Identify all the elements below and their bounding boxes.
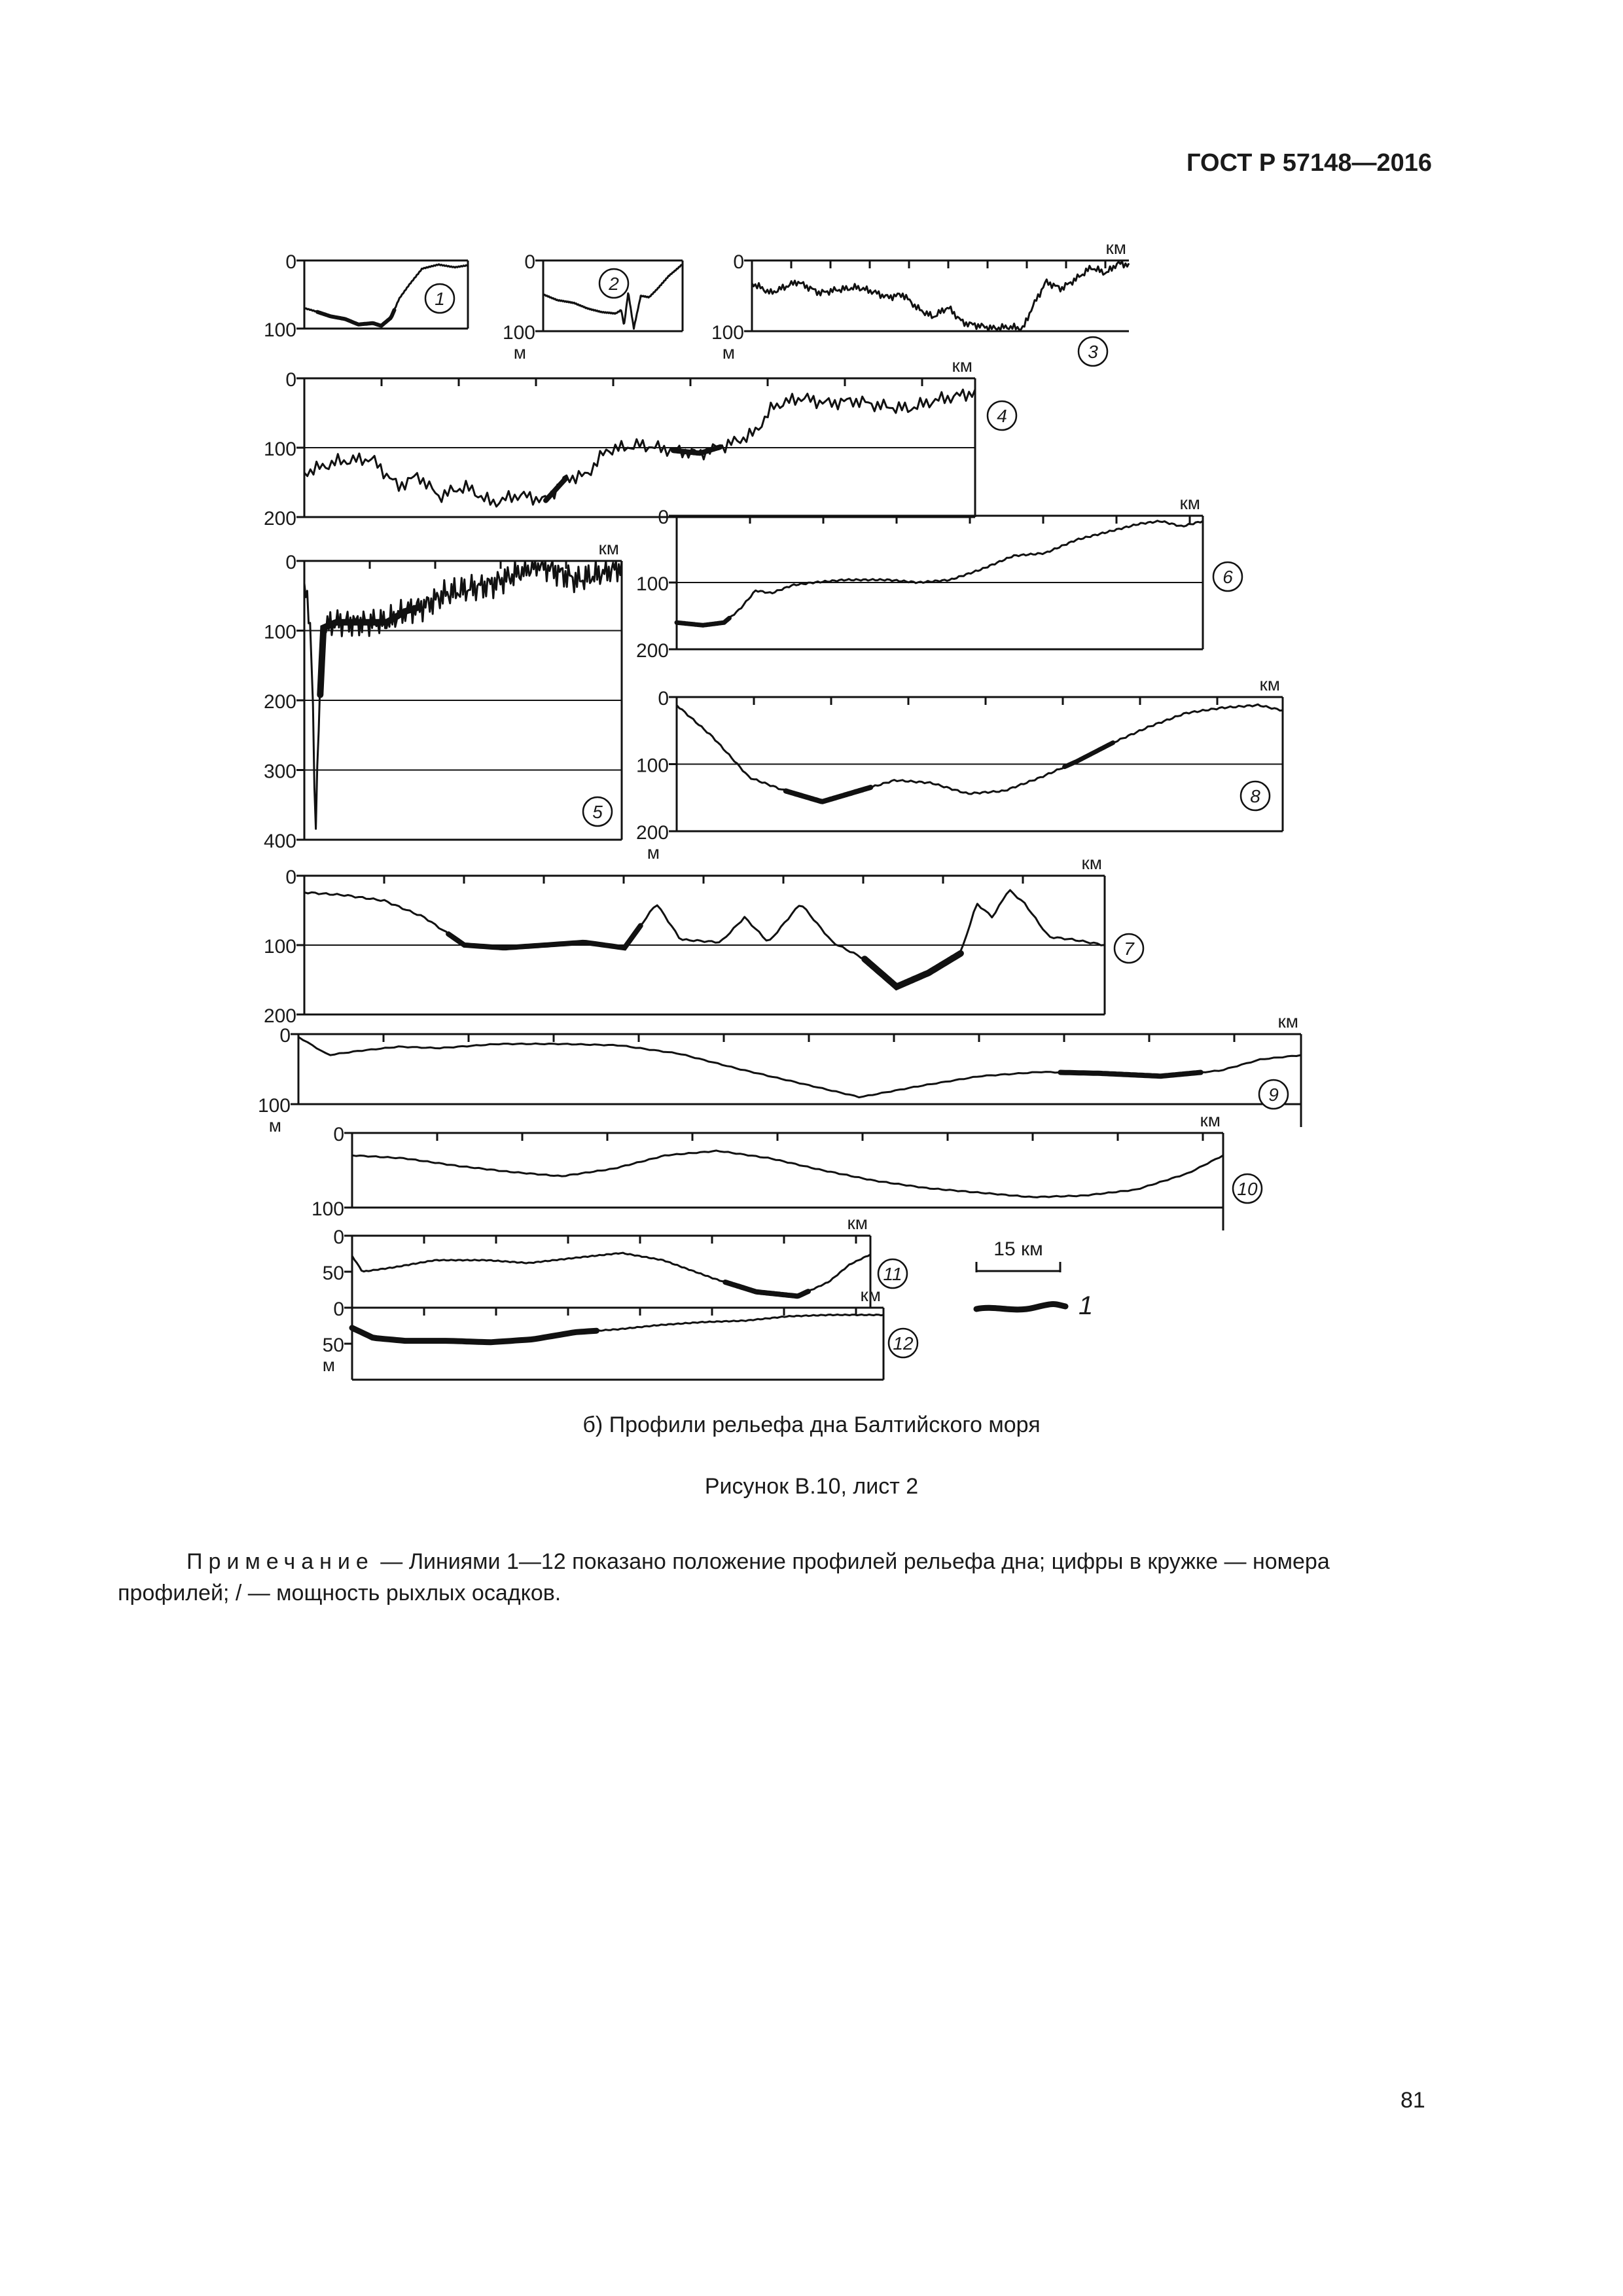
depth-label: 100 <box>257 1095 291 1117</box>
profile-number: 5 <box>592 802 603 822</box>
seabed-profile-line <box>677 521 1203 626</box>
depth-unit-label: м <box>647 842 660 863</box>
profile-panel-5 <box>264 538 622 852</box>
sediment-thickness-band <box>725 1282 808 1296</box>
seabed-profile-line <box>352 1253 870 1297</box>
distance-unit-label: км <box>1259 674 1280 694</box>
depth-label: 0 <box>285 867 296 888</box>
profile-panel-2 <box>503 251 683 363</box>
profile-number: 8 <box>1250 786 1260 806</box>
depth-label: 0 <box>285 369 296 391</box>
distance-unit-label: км <box>952 355 972 376</box>
profile-number: 12 <box>893 1333 914 1354</box>
profile-panel-6 <box>636 493 1242 662</box>
seabed-profile-line <box>304 890 1105 987</box>
scale-bar <box>976 1238 1060 1272</box>
sediment-thickness-band <box>448 925 641 948</box>
profile-number: 1 <box>435 289 445 309</box>
profile-number: 6 <box>1222 567 1233 587</box>
depth-label: 100 <box>263 936 296 958</box>
depth-label: 100 <box>263 439 296 460</box>
note-label: Примечание <box>187 1549 374 1574</box>
figure-note <box>118 1546 1443 1609</box>
profile-number: 2 <box>609 274 619 294</box>
profile-panel-12 <box>323 1285 918 1380</box>
depth-label: 0 <box>285 552 296 573</box>
depth-label: 100 <box>635 573 669 595</box>
seabed-profile-line <box>298 1037 1301 1097</box>
depth-label: 0 <box>285 251 296 273</box>
profile-number: 3 <box>1088 342 1098 362</box>
legend <box>976 1291 1093 1320</box>
depth-label: 0 <box>733 251 744 273</box>
depth-label: 0 <box>333 1124 344 1145</box>
profile-panel-7 <box>264 853 1143 1027</box>
depth-label: 200 <box>263 691 296 713</box>
depth-label: 100 <box>263 319 296 341</box>
depth-label: 200 <box>635 822 669 844</box>
seabed-profile-line <box>352 1151 1223 1198</box>
depth-label: 0 <box>658 507 669 528</box>
profile-panel-9 <box>258 1011 1301 1136</box>
depth-unit-label: м <box>722 342 735 363</box>
profile-number: 4 <box>997 406 1007 426</box>
depth-unit-label: м <box>513 342 526 363</box>
standard-code: ГОСТ Р 57148—2016 <box>1186 149 1432 177</box>
depth-label: 0 <box>333 1227 344 1248</box>
sediment-thickness-band <box>546 478 566 501</box>
depth-label: 0 <box>658 688 669 709</box>
depth-label: 200 <box>263 1005 296 1027</box>
distance-unit-label: км <box>847 1213 868 1233</box>
distance-unit-label: км <box>1200 1110 1221 1130</box>
sediment-thickness-band <box>320 607 418 695</box>
depth-label: 400 <box>263 831 296 852</box>
sediment-thickness-band <box>317 310 395 326</box>
sediment-thickness-band <box>865 954 961 987</box>
profile-panel-8 <box>636 674 1283 863</box>
depth-label: 200 <box>635 640 669 662</box>
distance-unit-label: км <box>1105 238 1126 258</box>
depth-label: 200 <box>263 508 296 529</box>
legend-symbol-label: 1 <box>1079 1291 1094 1320</box>
distance-unit-label: км <box>1081 853 1102 873</box>
profile-panel-11 <box>323 1213 907 1308</box>
distance-unit-label: км <box>1277 1011 1298 1031</box>
depth-label: 100 <box>311 1198 344 1220</box>
figure-title: Рисунок В.10, лист 2 <box>704 1474 919 1499</box>
page-number: 81 <box>1400 2088 1425 2113</box>
seabed-profile-line <box>304 561 622 829</box>
subfigure-caption: б) Профили рельефа дна Балтийского моря <box>582 1412 1041 1437</box>
scale-bar-label: 15 км <box>993 1238 1043 1260</box>
depth-label: 100 <box>502 322 535 344</box>
sediment-thickness-band <box>677 618 729 625</box>
depth-label: 100 <box>263 621 296 643</box>
depth-label: 100 <box>635 755 669 777</box>
sediment-thickness-band <box>1065 743 1113 767</box>
profile-number: 11 <box>883 1264 902 1284</box>
distance-unit-label: км <box>598 538 619 558</box>
depth-label: 0 <box>279 1025 291 1047</box>
distance-unit-label: км <box>1179 493 1200 513</box>
depth-label: 300 <box>263 761 296 783</box>
sediment-thickness-band <box>1060 1073 1201 1077</box>
depth-label: 100 <box>711 322 744 344</box>
legend-sediment-symbol <box>976 1304 1065 1310</box>
depth-label: 50 <box>322 1263 344 1284</box>
note-text: — Линиями 1—12 показано положение профилей рельефа дна; цифры в кружке — номера профилей; / — мощность рыхлых осадков. <box>118 1549 1330 1605</box>
profile-number: 9 <box>1268 1085 1279 1105</box>
depth-unit-label: м <box>268 1115 281 1136</box>
sediment-thickness-band <box>786 787 871 802</box>
distance-unit-label: км <box>860 1285 881 1305</box>
profile-panel-1 <box>264 251 468 341</box>
depth-unit-label: м <box>322 1355 335 1375</box>
profile-number: 7 <box>1124 939 1134 959</box>
depth-label: 50 <box>322 1335 344 1356</box>
depth-label: 0 <box>524 251 535 273</box>
profile-panel-10 <box>312 1110 1262 1230</box>
profile-panel-4 <box>264 355 1016 529</box>
seabed-profile-line <box>677 704 1283 802</box>
profile-number: 10 <box>1237 1179 1258 1199</box>
sediment-thickness-band <box>352 1328 597 1342</box>
depth-label: 0 <box>333 1299 344 1320</box>
seabed-profile-line <box>752 261 1129 331</box>
profile-panel-3 <box>711 238 1129 366</box>
